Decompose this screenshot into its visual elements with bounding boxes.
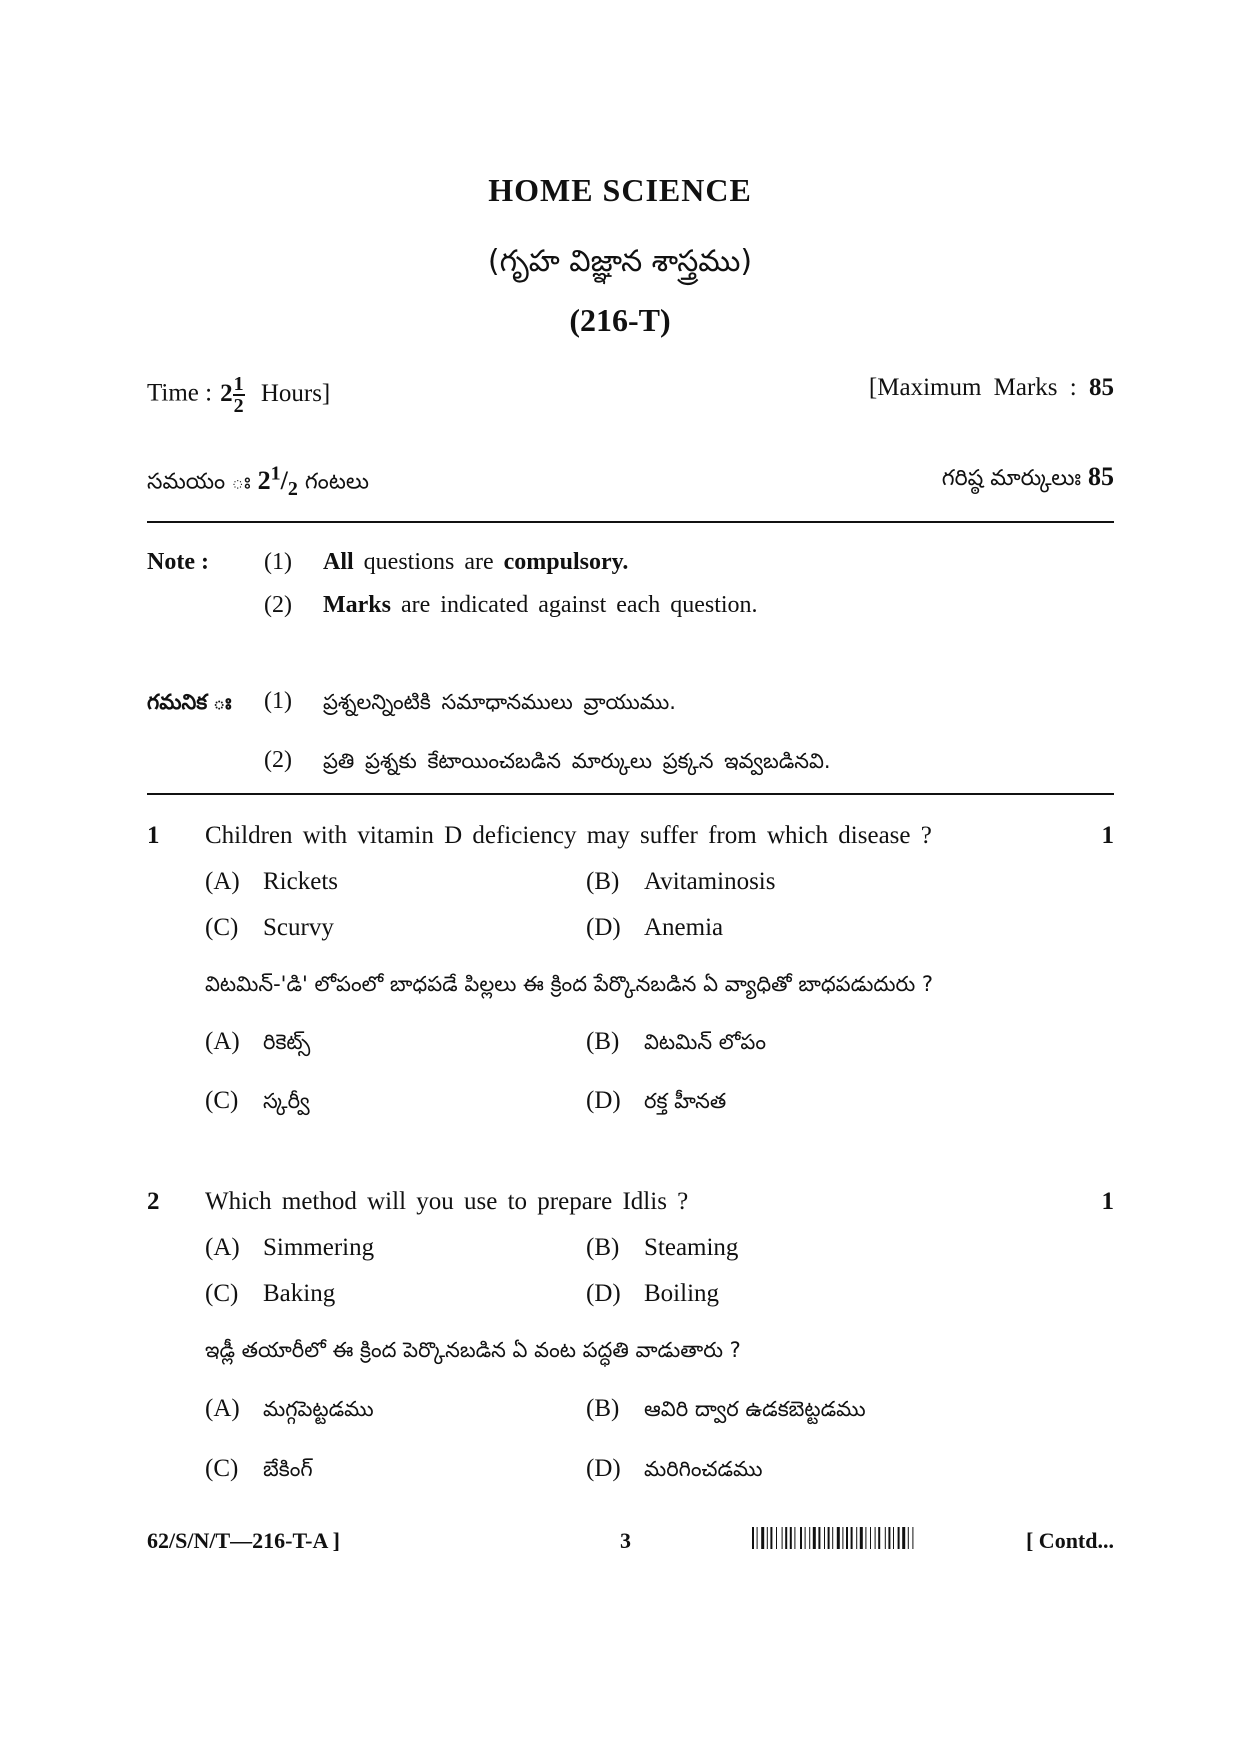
time-duration [147, 374, 330, 416]
divider-middle [147, 793, 1114, 795]
option-b: (B) Avitaminosis [586, 868, 776, 895]
option-d-telugu: (D) రక్త హీనత [586, 1087, 727, 1114]
note-item-text: Marks are indicated against each question. [323, 592, 758, 618]
option-b-telugu: (B) ఆవిరి ద్వార ఉడకబెట్టడము [586, 1395, 866, 1422]
max-marks-telugu: గరిష్ఠ మార్కులుః 85 [941, 462, 1114, 491]
option-a-telugu: (A) రికెట్స్ [205, 1028, 311, 1055]
note-item-text-telugu: ప్రశ్నలన్నింటికి సమాధానములు వ్రాయుము. [323, 690, 676, 714]
question-text: Children with vitamin D deficiency may suffer from which disease ? [205, 822, 932, 849]
option-c: (C) Baking [205, 1280, 336, 1307]
divider-top [147, 521, 1114, 523]
note-label: Note : [147, 549, 209, 575]
note-label-telugu: గమనిక ః [147, 690, 232, 714]
question-marks: 1 [1101, 822, 1114, 849]
option-d: (D) Anemia [586, 914, 724, 941]
option-b: (B) Steaming [586, 1234, 739, 1261]
time-row [147, 373, 1114, 417]
question-number: 2 [147, 1188, 160, 1215]
page-number: 3 [620, 1528, 631, 1553]
time-duration-telugu: సమయం ః $2^1/_2$ గంటలు [147, 462, 370, 500]
option-c: (C) Scurvy [205, 914, 334, 941]
time-row-telugu [147, 462, 1114, 502]
paper-code: 62/S/N/T—216-T-A ] [147, 1528, 340, 1553]
option-c-telugu: (C) స్కర్వీ [205, 1087, 310, 1114]
time-fraction-telugu: $2^1/_2$ [257, 462, 298, 500]
max-marks-value: 85 [1089, 374, 1114, 401]
exam-title: HOME SCIENCE [488, 172, 752, 208]
question-text-telugu: విటమిన్-'డి' లోపంలో బాధపడే పిల్లలు ఈ క్రింద పేర్కొనబడిన ఏ వ్యాధితో బాధపడుదురు ? [205, 972, 934, 996]
time-fraction: $\frac{1}{2}$ [233, 373, 244, 417]
max-marks: [Maximum Marks : 85 [868, 374, 1114, 401]
question-text-telugu: ఇడ్లీ తయారీలో ఈ క్రింద పెర్కొనబడిన ఏ వంట పద్ధతి వాడుతారు ? [205, 1338, 741, 1362]
note-item-num-telugu: (1) [264, 688, 292, 714]
option-b-telugu: (B) విటమిన్ లోపం [586, 1028, 766, 1055]
note-item-num: (2) [264, 592, 292, 618]
exam-code: (216-T) [569, 302, 671, 338]
time-whole: 2 [220, 379, 233, 407]
note-item-text: All questions are compulsory. [323, 549, 629, 575]
contd-label: [ Contd... [1025, 1528, 1114, 1553]
note-item-num-telugu: (2) [264, 747, 292, 773]
note-item-text-telugu: ప్రతి ప్రశ్నకు కేటాయించబడిన మార్కులు ప్రక్కన ఇవ్వబడినవి. [323, 749, 831, 773]
question-number: 1 [147, 822, 160, 849]
exam-subtitle-telugu: (గృహ విజ్ఞాన శాస్త్రము) [487, 244, 753, 279]
option-c-telugu: (C) బేకింగ్ [205, 1455, 313, 1482]
question-text: Which method will you use to prepare Idlis ? [205, 1188, 689, 1215]
option-a: (A) Rickets [205, 868, 338, 895]
option-a: (A) Simmering [205, 1234, 375, 1261]
time-label: Time : [147, 379, 213, 407]
option-a-telugu: (A) మగ్గపెట్టడము [205, 1395, 374, 1422]
option-d-telugu: (D) మరిగించడము [586, 1455, 763, 1482]
option-d: (D) Boiling [586, 1280, 720, 1307]
question-marks: 1 [1101, 1188, 1114, 1215]
time-unit: Hours] [260, 379, 331, 407]
barcode-icon [752, 1527, 990, 1549]
note-item-num: (1) [264, 549, 292, 575]
